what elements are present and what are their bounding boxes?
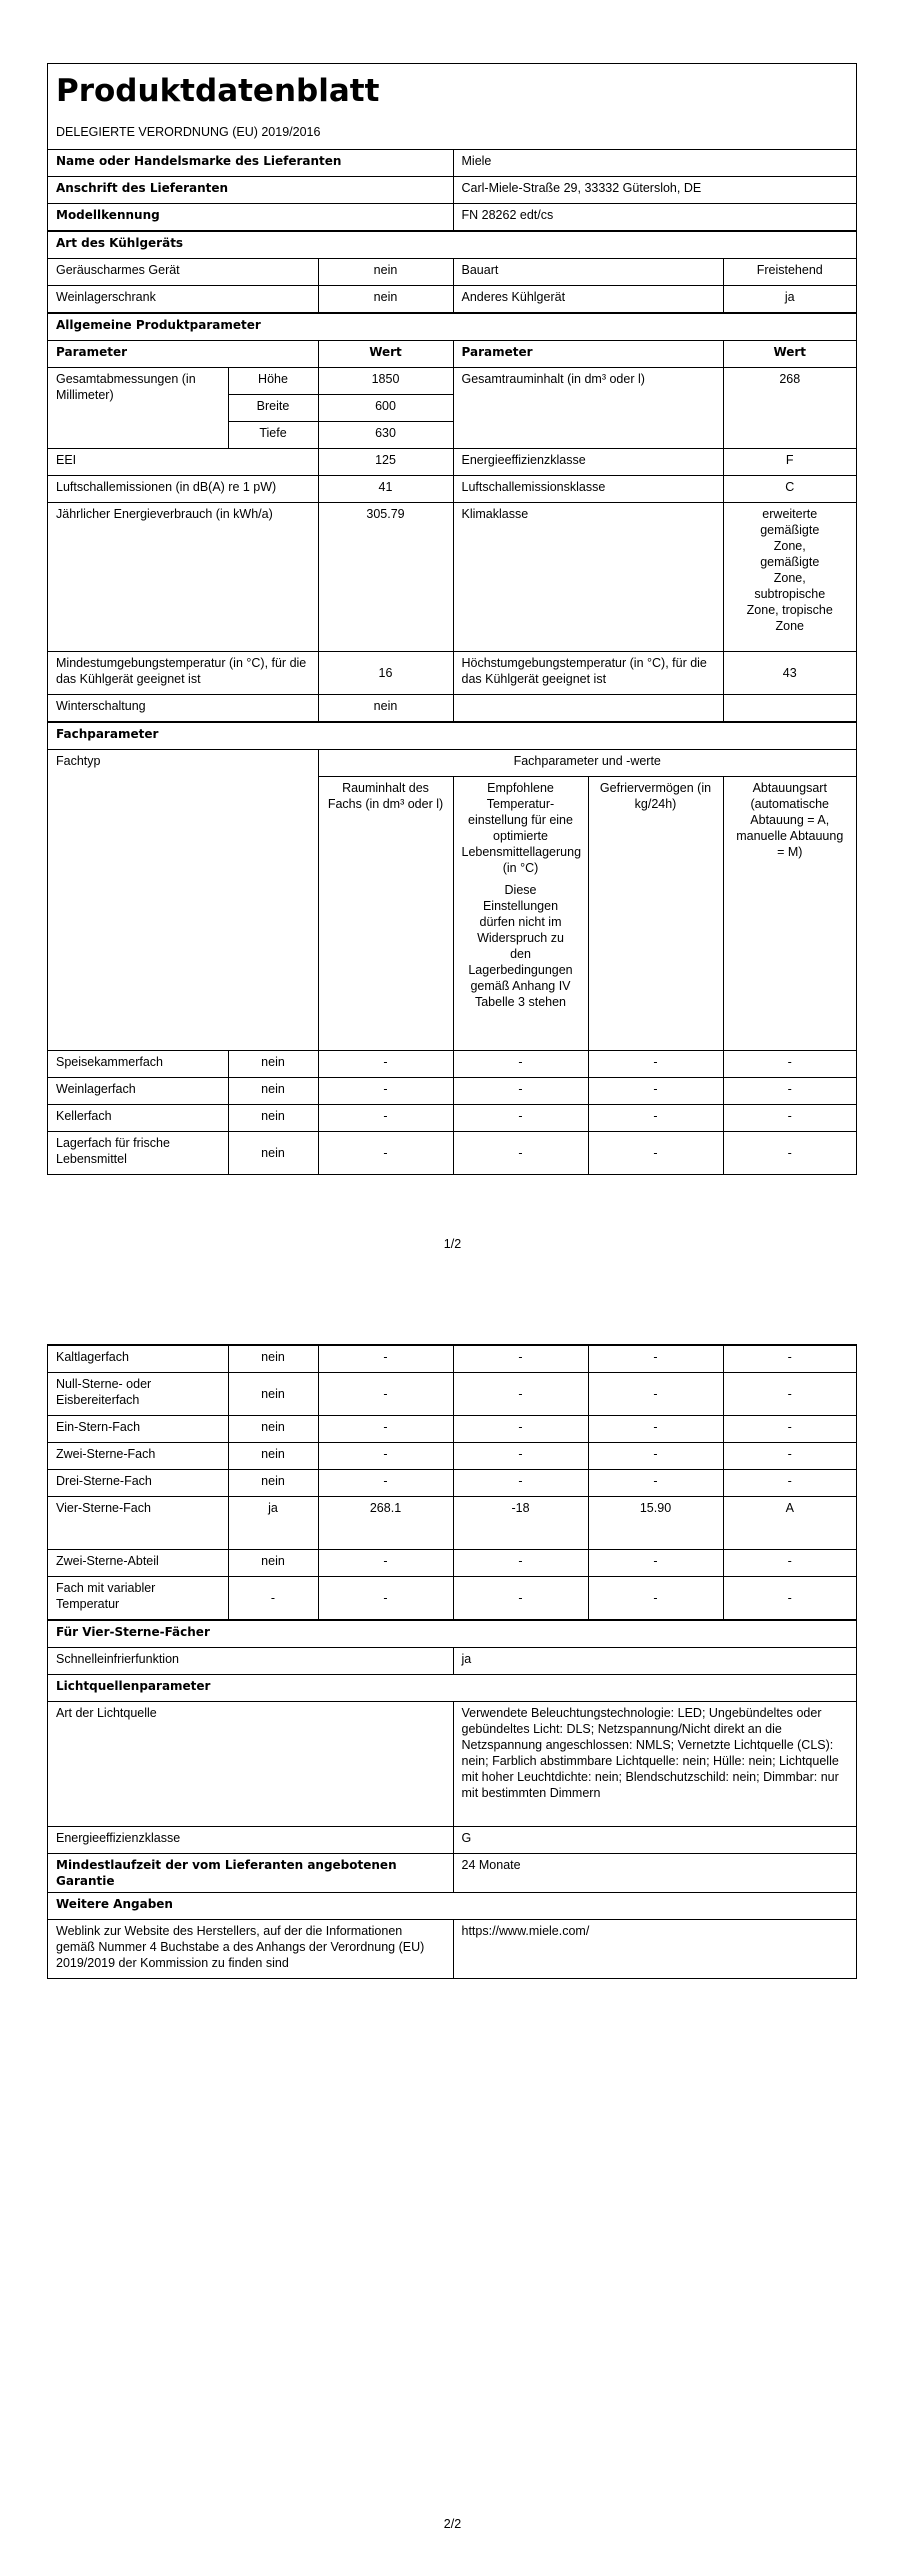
- compartment-temp: -: [453, 1105, 588, 1132]
- height-value: 1850: [318, 368, 453, 395]
- noise-class-label: Luftschallemissionsklasse: [453, 476, 723, 503]
- warranty-label: Mindestlaufzeit der vom Lieferanten angebotenen Garantie: [48, 1854, 453, 1893]
- depth-value: 630: [318, 422, 453, 449]
- section-general: Allgemeine Produktparameter: [48, 314, 856, 341]
- regulation-reference: DELEGIERTE VERORDNUNG (EU) 2019/2016: [56, 125, 321, 139]
- compartment-volume: -: [318, 1416, 453, 1443]
- table-row: [48, 1497, 856, 1550]
- eei-value: 125: [318, 449, 453, 476]
- compartment-defrost: -: [723, 1132, 856, 1175]
- compartment-present: nein: [228, 1346, 318, 1373]
- compartment-volume: -: [318, 1577, 453, 1620]
- table-row: [48, 1416, 856, 1443]
- light-type-value: Verwendete Beleuchtungstechnologie: LED; Ungebündeltes oder gebündeltes Licht: DLS; Netzspannung/Nicht direkt an die Netzspannung angeschlossen: NMLS; Vernetzte Lichtquelle (CLS): nein; Farblich abstimmbare Lichtquelle: nein; Hülle: nein; Lichtquelle mit hoher Leuchtdichte: nein; Blendschutzschild: nein; Dimmbar: nur mit bestimmten Dimmern: [453, 1702, 856, 1827]
- appliance-type-table: [48, 231, 856, 313]
- annual-energy-value: 305.79: [318, 503, 453, 652]
- max-temp-value: 43: [723, 652, 856, 695]
- compartment-group-header: Fachparameter und -werte: [318, 750, 856, 777]
- total-volume-label: Gesamtrauminhalt (in dm³ oder l): [453, 368, 723, 449]
- compartment-present: nein: [228, 1105, 318, 1132]
- compartment-table-1: [48, 722, 856, 1174]
- row-value: ja: [723, 286, 856, 313]
- depth-label: Tiefe: [228, 422, 318, 449]
- datasheet-page-1: [47, 63, 857, 1175]
- compartment-defrost: -: [723, 1373, 856, 1416]
- compartment-volume: -: [318, 1550, 453, 1577]
- col-freeze-header: Gefriervermögen (in kg/24h): [588, 777, 723, 1051]
- row-value: nein: [318, 286, 453, 313]
- compartment-name: Lagerfach für frische Lebensmittel: [48, 1132, 228, 1175]
- compartment-freeze: -: [588, 1051, 723, 1078]
- compartment-defrost: -: [723, 1550, 856, 1577]
- compartment-temp: -: [453, 1416, 588, 1443]
- value-header: Wert: [318, 341, 453, 368]
- compartment-defrost: -: [723, 1346, 856, 1373]
- compartment-temp: -: [453, 1078, 588, 1105]
- compartment-present: nein: [228, 1132, 318, 1175]
- compartment-volume: -: [318, 1443, 453, 1470]
- section-four-star: Für Vier-Sterne-Fächer: [48, 1621, 856, 1648]
- table-row: [48, 1105, 856, 1132]
- supplier-table: [48, 149, 856, 231]
- compartment-freeze: -: [588, 1373, 723, 1416]
- compartment-name: Kaltlagerfach: [48, 1346, 228, 1373]
- row-label: Anderes Kühlgerät: [453, 286, 723, 313]
- row-value: nein: [318, 259, 453, 286]
- compartment-volume: -: [318, 1051, 453, 1078]
- width-label: Breite: [228, 395, 318, 422]
- compartment-temp: -: [453, 1550, 588, 1577]
- weblink-value[interactable]: https://www.miele.com/: [453, 1920, 856, 1979]
- compartment-freeze: -: [588, 1550, 723, 1577]
- compartment-defrost: -: [723, 1105, 856, 1132]
- compartment-volume: -: [318, 1078, 453, 1105]
- fast-freeze-value: ja: [453, 1648, 856, 1675]
- model-value: FN 28262 edt/cs: [453, 204, 856, 231]
- col-temp-header: [453, 777, 588, 1051]
- noise-value: 41: [318, 476, 453, 503]
- page-number: 2/2: [443, 2517, 462, 2531]
- energy-class-value: F: [723, 449, 856, 476]
- compartment-defrost: -: [723, 1470, 856, 1497]
- col-defrost-header: Abtauungsart (automatische Abtauung = A, manuelle Abtauung = M): [723, 777, 856, 1051]
- compartment-freeze: -: [588, 1346, 723, 1373]
- compartment-temp: -: [453, 1577, 588, 1620]
- min-temp-label: Mindestumgebungstemperatur (in °C), für die das Kühlgerät geeignet ist: [48, 652, 318, 695]
- value-header: Wert: [723, 341, 856, 368]
- compartment-temp: -: [453, 1443, 588, 1470]
- compartment-defrost: -: [723, 1577, 856, 1620]
- compartment-freeze: 15.90: [588, 1497, 723, 1550]
- compartment-temp: -: [453, 1346, 588, 1373]
- col-temp-note: Diese Einstellungen dürfen nicht im Widerspruch zu den Lagerbedingungen gemäß Anhang IV Tabelle 3 stehen: [468, 883, 573, 1009]
- row-label: Geräuscharmes Gerät: [48, 259, 318, 286]
- noise-label: Luftschallemissionen (in dB(A) re 1 pW): [48, 476, 318, 503]
- compartment-defrost: -: [723, 1078, 856, 1105]
- compartment-present: nein: [228, 1443, 318, 1470]
- total-volume-value: 268: [723, 368, 856, 449]
- compartment-name: Speisekammerfach: [48, 1051, 228, 1078]
- compartment-defrost: -: [723, 1416, 856, 1443]
- compartment-present: nein: [228, 1078, 318, 1105]
- compartment-volume: 268.1: [318, 1497, 453, 1550]
- col-temp-title: Empfohlene Temperatur-einstellung für eine optimierte Lebensmittellagerung (in °C): [461, 781, 582, 875]
- compartment-present: nein: [228, 1470, 318, 1497]
- table-row: [48, 1443, 856, 1470]
- compartment-present: nein: [228, 1416, 318, 1443]
- col-volume-header: Rauminhalt des Fachs (in dm³ oder l): [318, 777, 453, 1051]
- row-label: Bauart: [453, 259, 723, 286]
- section-more-info: Weitere Angaben: [48, 1893, 856, 1920]
- compartment-defrost: -: [723, 1443, 856, 1470]
- min-temp-value: 16: [318, 652, 453, 695]
- compartment-name: Weinlagerfach: [48, 1078, 228, 1105]
- energy-class-label: Energieeffizienzklasse: [453, 449, 723, 476]
- empty-cell: [723, 695, 856, 722]
- compartment-present: nein: [228, 1550, 318, 1577]
- light-type-label: Art der Lichtquelle: [48, 1702, 453, 1827]
- compartment-volume: -: [318, 1470, 453, 1497]
- warranty-value: 24 Monate: [453, 1854, 856, 1893]
- fast-freeze-label: Schnelleinfrierfunktion: [48, 1648, 453, 1675]
- parameter-header: Parameter: [453, 341, 723, 368]
- compartment-name: Zwei-Sterne-Fach: [48, 1443, 228, 1470]
- compartment-freeze: -: [588, 1443, 723, 1470]
- compartment-freeze: -: [588, 1105, 723, 1132]
- eei-label: EEI: [48, 449, 318, 476]
- compartment-temp: -: [453, 1051, 588, 1078]
- light-class-value: G: [453, 1827, 856, 1854]
- compartment-freeze: -: [588, 1132, 723, 1175]
- table-row: [48, 1078, 856, 1105]
- weblink-label: Weblink zur Website des Herstellers, auf der die Informationen gemäß Nummer 4 Buchstabe a des Anhangs der Verordnung (EU) 2019/2019 der Kommission zu finden sind: [48, 1920, 453, 1979]
- remaining-parameters-table: [48, 1620, 856, 1978]
- annual-energy-label: Jährlicher Energieverbrauch (in kWh/a): [48, 503, 318, 652]
- compartment-freeze: -: [588, 1078, 723, 1105]
- page-title: Produktdatenblatt: [56, 73, 380, 109]
- model-label: Modellkennung: [48, 204, 453, 231]
- compartment-present: ja: [228, 1497, 318, 1550]
- winter-label: Winterschaltung: [48, 695, 318, 722]
- compartment-name: Drei-Sterne-Fach: [48, 1470, 228, 1497]
- dimensions-label: Gesamtabmessungen (in Millimeter): [48, 368, 228, 449]
- winter-value: nein: [318, 695, 453, 722]
- table-row: [48, 1550, 856, 1577]
- table-row: [48, 1470, 856, 1497]
- compartment-temp: -: [453, 1373, 588, 1416]
- row-value: Freistehend: [723, 259, 856, 286]
- supplier-name-label: Name oder Handelsmarke des Lieferanten: [48, 150, 453, 177]
- compartment-defrost: -: [723, 1051, 856, 1078]
- compartment-name: Ein-Stern-Fach: [48, 1416, 228, 1443]
- compartment-freeze: -: [588, 1470, 723, 1497]
- supplier-address-label: Anschrift des Lieferanten: [48, 177, 453, 204]
- climate-class-label: Klimaklasse: [453, 503, 723, 652]
- compartment-volume: -: [318, 1132, 453, 1175]
- compartment-table-2: [48, 1345, 856, 1620]
- compartment-present: nein: [228, 1373, 318, 1416]
- general-parameters-table: [48, 313, 856, 722]
- compartment-defrost: A: [723, 1497, 856, 1550]
- empty-cell: [453, 695, 723, 722]
- compartment-freeze: -: [588, 1416, 723, 1443]
- row-label: Weinlagerschrank: [48, 286, 318, 313]
- compartment-name: Null-Sterne- oder Eisbereiterfach: [48, 1373, 228, 1416]
- compartment-temp: -: [453, 1132, 588, 1175]
- compartment-volume: -: [318, 1346, 453, 1373]
- page-number: 1/2: [443, 1237, 462, 1251]
- page-2: [0, 1280, 905, 2560]
- section-compartments: Fachparameter: [48, 723, 856, 750]
- compartment-name: Zwei-Sterne-Abteil: [48, 1550, 228, 1577]
- compartment-name: Fach mit variabler Temperatur: [48, 1577, 228, 1620]
- compartment-present: -: [228, 1577, 318, 1620]
- supplier-name-value: Miele: [453, 150, 856, 177]
- max-temp-label: Höchstumgebungstemperatur (in °C), für die das Kühlgerät geeignet ist: [453, 652, 723, 695]
- supplier-address-value: Carl-Miele-Straße 29, 33332 Gütersloh, DE: [453, 177, 856, 204]
- light-class-label: Energieeffizienzklasse: [48, 1827, 453, 1854]
- compartment-temp: -: [453, 1470, 588, 1497]
- compartment-type-label: Fachtyp: [48, 750, 318, 1051]
- section-light: Lichtquellenparameter: [48, 1675, 856, 1702]
- compartment-volume: -: [318, 1373, 453, 1416]
- compartment-name: Kellerfach: [48, 1105, 228, 1132]
- table-row: [48, 1373, 856, 1416]
- section-appliance-type: Art des Kühlgeräts: [48, 232, 856, 259]
- compartment-temp: -18: [453, 1497, 588, 1550]
- compartment-freeze: -: [588, 1577, 723, 1620]
- table-row: [48, 1051, 856, 1078]
- datasheet-page-2: [47, 1344, 857, 1979]
- compartment-volume: -: [318, 1105, 453, 1132]
- table-row: [48, 1577, 856, 1620]
- noise-class-value: C: [723, 476, 856, 503]
- parameter-header: Parameter: [48, 341, 318, 368]
- height-label: Höhe: [228, 368, 318, 395]
- compartment-name: Vier-Sterne-Fach: [48, 1497, 228, 1550]
- width-value: 600: [318, 395, 453, 422]
- table-row: [48, 1346, 856, 1373]
- compartment-present: nein: [228, 1051, 318, 1078]
- table-row: [48, 1132, 856, 1175]
- climate-class-value: erweiterte gemäßigte Zone, gemäßigte Zone, subtropische Zone, tropische Zone: [723, 503, 856, 652]
